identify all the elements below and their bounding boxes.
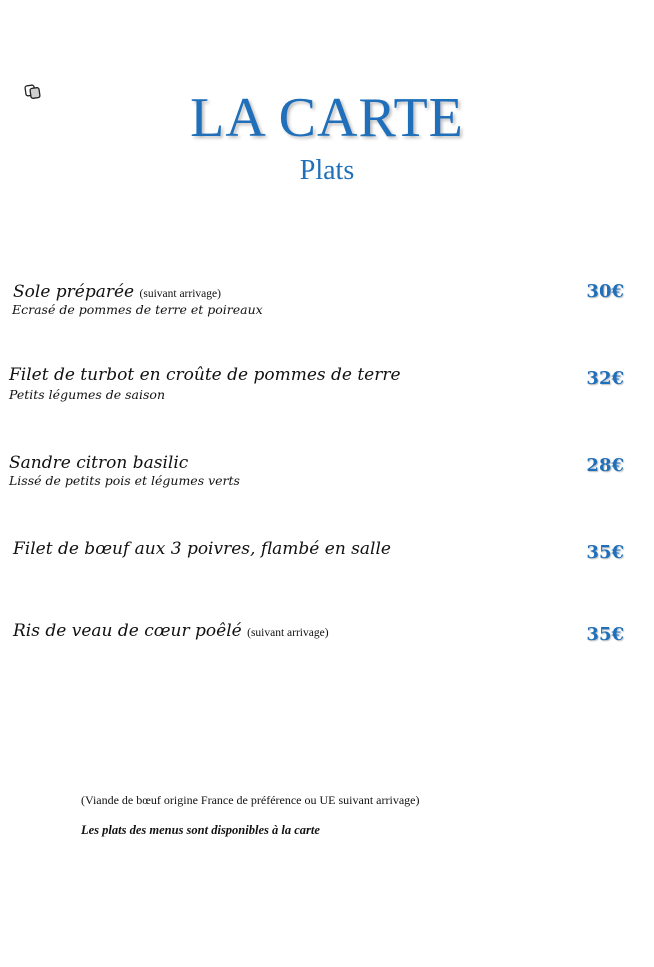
dish-name: Sandre citron basilic <box>9 453 189 473</box>
dish-name-line <box>13 538 391 560</box>
dish-name-line <box>13 620 329 644</box>
dish-price: 32€ <box>586 368 624 389</box>
dish-name-line <box>9 452 188 474</box>
dish-note: (suivant arrivage) <box>247 627 329 639</box>
dish-name: Ris de veau de cœur poêlé <box>13 621 242 641</box>
dish-price: 30€ <box>586 281 624 302</box>
dish-price: 28€ <box>586 455 624 476</box>
dish-description: Petits légumes de saison <box>9 387 165 402</box>
dish-note: (suivant arrivage) <box>139 288 221 300</box>
dish-name: Filet de bœuf aux 3 poivres, flambé en salle <box>13 539 391 559</box>
dish-price: 35€ <box>586 542 624 563</box>
dish-name: Sole préparée <box>13 282 135 302</box>
page-title: LA CARTE <box>190 87 464 149</box>
dish-description: Lissé de petits pois et légumes verts <box>9 473 240 488</box>
dish-price: 35€ <box>586 624 624 645</box>
origin-note: (Viande de bœuf origine France de préférence ou UE suivant arrivage) <box>81 793 420 807</box>
dish-name-line <box>9 364 401 386</box>
page-subtitle: Plats <box>299 155 355 186</box>
dish-name: Filet de turbot en croûte de pommes de terre <box>9 365 401 385</box>
dish-description: Ecrasé de pommes de terre et poireaux <box>12 302 263 317</box>
menu-note: Les plats des menus sont disponibles à la carte <box>81 823 320 837</box>
